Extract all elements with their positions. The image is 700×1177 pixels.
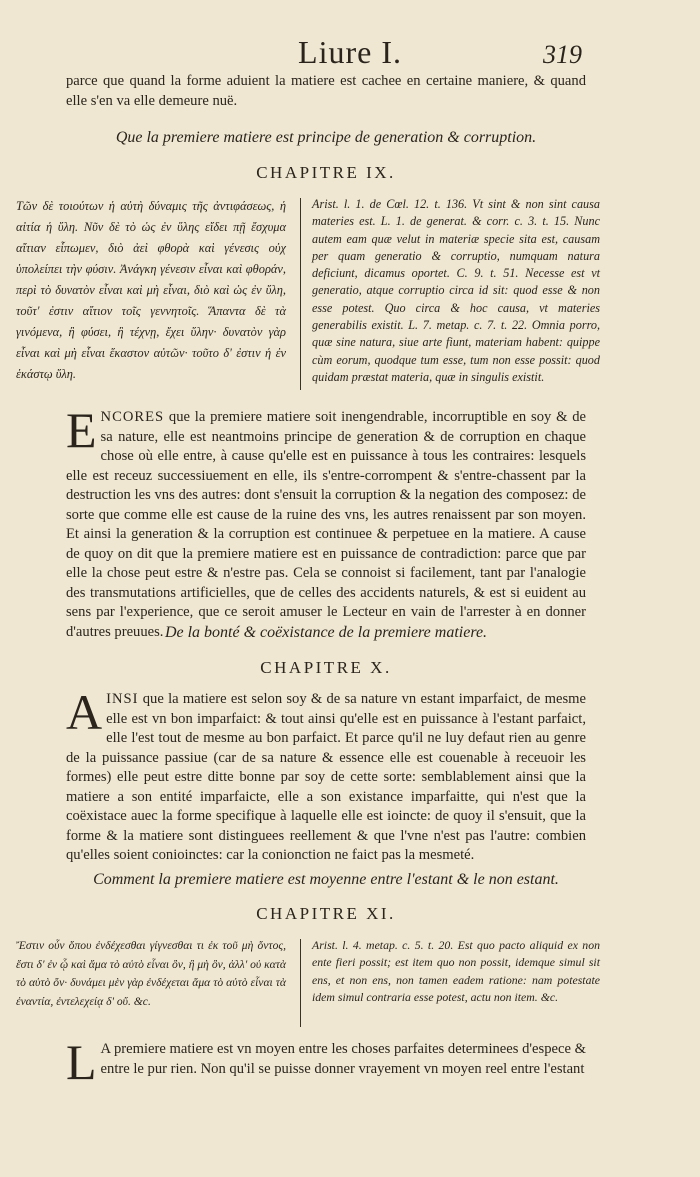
citation-block-11 (16, 937, 600, 1032)
drop-cap: A (66, 684, 103, 740)
running-title: Liure I. (298, 34, 402, 70)
chapter-body-9 (66, 402, 586, 642)
body-paragraph (66, 1034, 586, 1090)
column-divider (300, 939, 301, 1027)
paragraph-text: parce que quand la forme aduient la matiere est cachee en certaine maniere, & quand elle s'en va elle demeure nuë. (66, 73, 586, 109)
lead-word: INSI (106, 691, 139, 707)
greek-quote: Τῶν δὲ τοιούτων ἡ αὐτὴ δύναμις τῆς ἀντιφάσεως, ἡ αἰτία ἡ ὕλη. Νῦν δὲ τὸ ὡς ἐν ὕλης εἴδει πῇ ἔσχυμα αἴτιαν εἶπωμεν, διὸ ἀεὶ φθορὰ καὶ γένεσις οὐχ ὑπολείπει τὴν φύσιν. Ἀνάγκη γένεσιν εἶναι καὶ φθοράν, περὶ τὸ δυνατὸν εἶναι καὶ μὴ εἶναι, διὸ καὶ ὡς ἐν ὕλη, τοῦτ' ἐστιν αἴτιον τοῖς γεννητοῖς. Ἅπαντα δὲ τὰ γινόμενα, ἢ φύσει, ἢ τέχνῃ, ἔχει ὕλην· δυνατὸν γὰρ εἶναι καὶ μὴ εἶναι ἕκαστον αὐτῶν· τοῦτο δ' ἐστιν ἡ ἐν ἑκάστῳ ὕλη. (16, 199, 286, 381)
body-paragraph (66, 402, 586, 642)
chapter-body-10 (66, 684, 586, 866)
chapter-title: CHAPITRE X. (260, 658, 392, 677)
latin-marginal-notes: Arist. l. 4. metap. c. 5. t. 20. Est quo pacto aliquid ex non ente fieri possit; est item quo non possit, idemque simul sit ens, et non ens, non tamen eadem ratione: nam potestate idem simul contraria esse potest, actu non item. &c. (312, 938, 600, 1004)
citation-block-9 (16, 196, 600, 396)
chapter-heading-10 (66, 657, 586, 679)
chapter-heading-9 (66, 162, 586, 184)
paragraph-text: que la premiere matiere soit inengendrable, incorruptible en soy & de sa nature, elle est neantmoins principe de generation & de corruption en chaque chose où elle entre, à cause qu'elle est en puissance à tous les contraires: lesquels elle est receuz successiuement en elle, ils s'entre-corrompent & s'entre-chassent par la destruction les vns des autres: dont s'ensuit la corruption & la negation des composez: de sorte que comme elle est cause de la ruine des vns, les autres renaissent par son moyen. Et ainsi la generation & la corruption est continuee & perpetuee en la matiere. A cause de quoy on dit que la premiere matiere est en puissance de contradiction: parce que par elle la chose peut estre & n'estre pas. Cela se connoist si facilement, tant par l'analogie des transmutations artificielles, que de celles des accidents naturels, & est si euident au sens par l'experience, que ce seroit amuser le Lecteur en vain de l'arrester à en donner d'autres preuues. (66, 409, 586, 640)
drop-cap: E (66, 402, 97, 458)
section-rubric-10 (66, 623, 586, 643)
continuation-paragraph (66, 72, 586, 111)
greek-quote: Ἔστιν οὖν ὅπου ἐνδέχεσθαι γίγνεσθαι τι ἐκ τοῦ μὴ ὄντος, ἔστι δ' ἐν ᾧ καὶ ἅμα τὸ αὐτὸ εἶναι ὂν, ἢ μὴ ὂν, ἀλλ' οὐ κατὰ τὸ αὐτὸ ὄν· δυνάμει μὲν γὰρ ἐνδέχεται ἅμα τὸ αὐτὸ εἶναι τὰ ἐναντία, ἐντελεχείᾳ δ' οὔ. &c. (16, 939, 286, 1008)
chapter-title: CHAPITRE IX. (256, 163, 396, 182)
page-number: 319 (543, 40, 582, 69)
paragraph-text: que la matiere est selon soy & de sa nature vn estant imparfaict, de mesme elle est vn bon imparfaict: & tout ainsi qu'elle est en puissance à l'estant parfaict, elle l'est tout de mesme au bon parfaict. Et parce qu'il ne luy defaut rien au genre de la puissance passiue (car de sa nature & essence elle est couenable à receuoir les formes) elle peut estre ditte bonne par soy de cette sorte: semblablement ainsi que la matiere a son entité imparfaicte, elle a son existance imparfaitte, qui n'est que la coëxistace auec la forme specifique à laquelle elle est ioincte: de quoy il s'ensuit, que la forme & la matiere sont distinguees reellement & que l'vne n'est pas l'autre: combien qu'elles soient conioinctes: car la conionction ne faict pas la mesmeté. (66, 691, 586, 863)
column-divider (300, 198, 301, 390)
page-header (0, 30, 700, 74)
body-paragraph (66, 684, 586, 866)
chapter-title: CHAPITRE XI. (256, 904, 396, 923)
section-rubric-9 (66, 128, 586, 148)
lead-word: NCORES (100, 409, 165, 425)
rubric-text: Comment la premiere matiere est moyenne entre l'estant & le non estant. (93, 871, 559, 888)
drop-cap: L (66, 1034, 97, 1090)
paragraph-text: A premiere matiere est vn moyen entre les choses parfaites determinees d'espece & entre le pur rien. Non qu'il se puisse donner vrayement vn moyen reel entre l'estant (100, 1041, 586, 1077)
section-rubric-11 (66, 870, 586, 890)
chapter-body-11 (66, 1034, 586, 1090)
latin-marginal-notes: Arist. l. 1. de Cœl. 12. t. 136. Vt sint & non sint causa materies est. L. 1. de generat. & corr. c. 3. t. 15. Nunc autem eam quæ velut in materiæ specie sita est, causam per quam generatio & corruptio, numquam natura deficiunt, dicamus oportet. C. 9. t. 51. Necesse est vt generatio, atque corruptio circa id sit: quod esse & non esse potest. Quo circa & hoc causa, vt materies generabilis existit. L. 7. metap. c. 7. t. 22. Omnia porro, quæ sine natura, siue arte fiunt, materiam habent: quippe cùm eorum, quodque tum esse, tum non esse possit: quod quidam præstat materia, quæ in singulis existit. (312, 197, 600, 384)
rubric-text: Que la premiere matiere est principe de generation & corruption. (115, 129, 537, 146)
chapter-heading-11 (66, 903, 586, 925)
rubric-text: De la bonté & coëxistance de la premiere matiere. (164, 624, 488, 641)
